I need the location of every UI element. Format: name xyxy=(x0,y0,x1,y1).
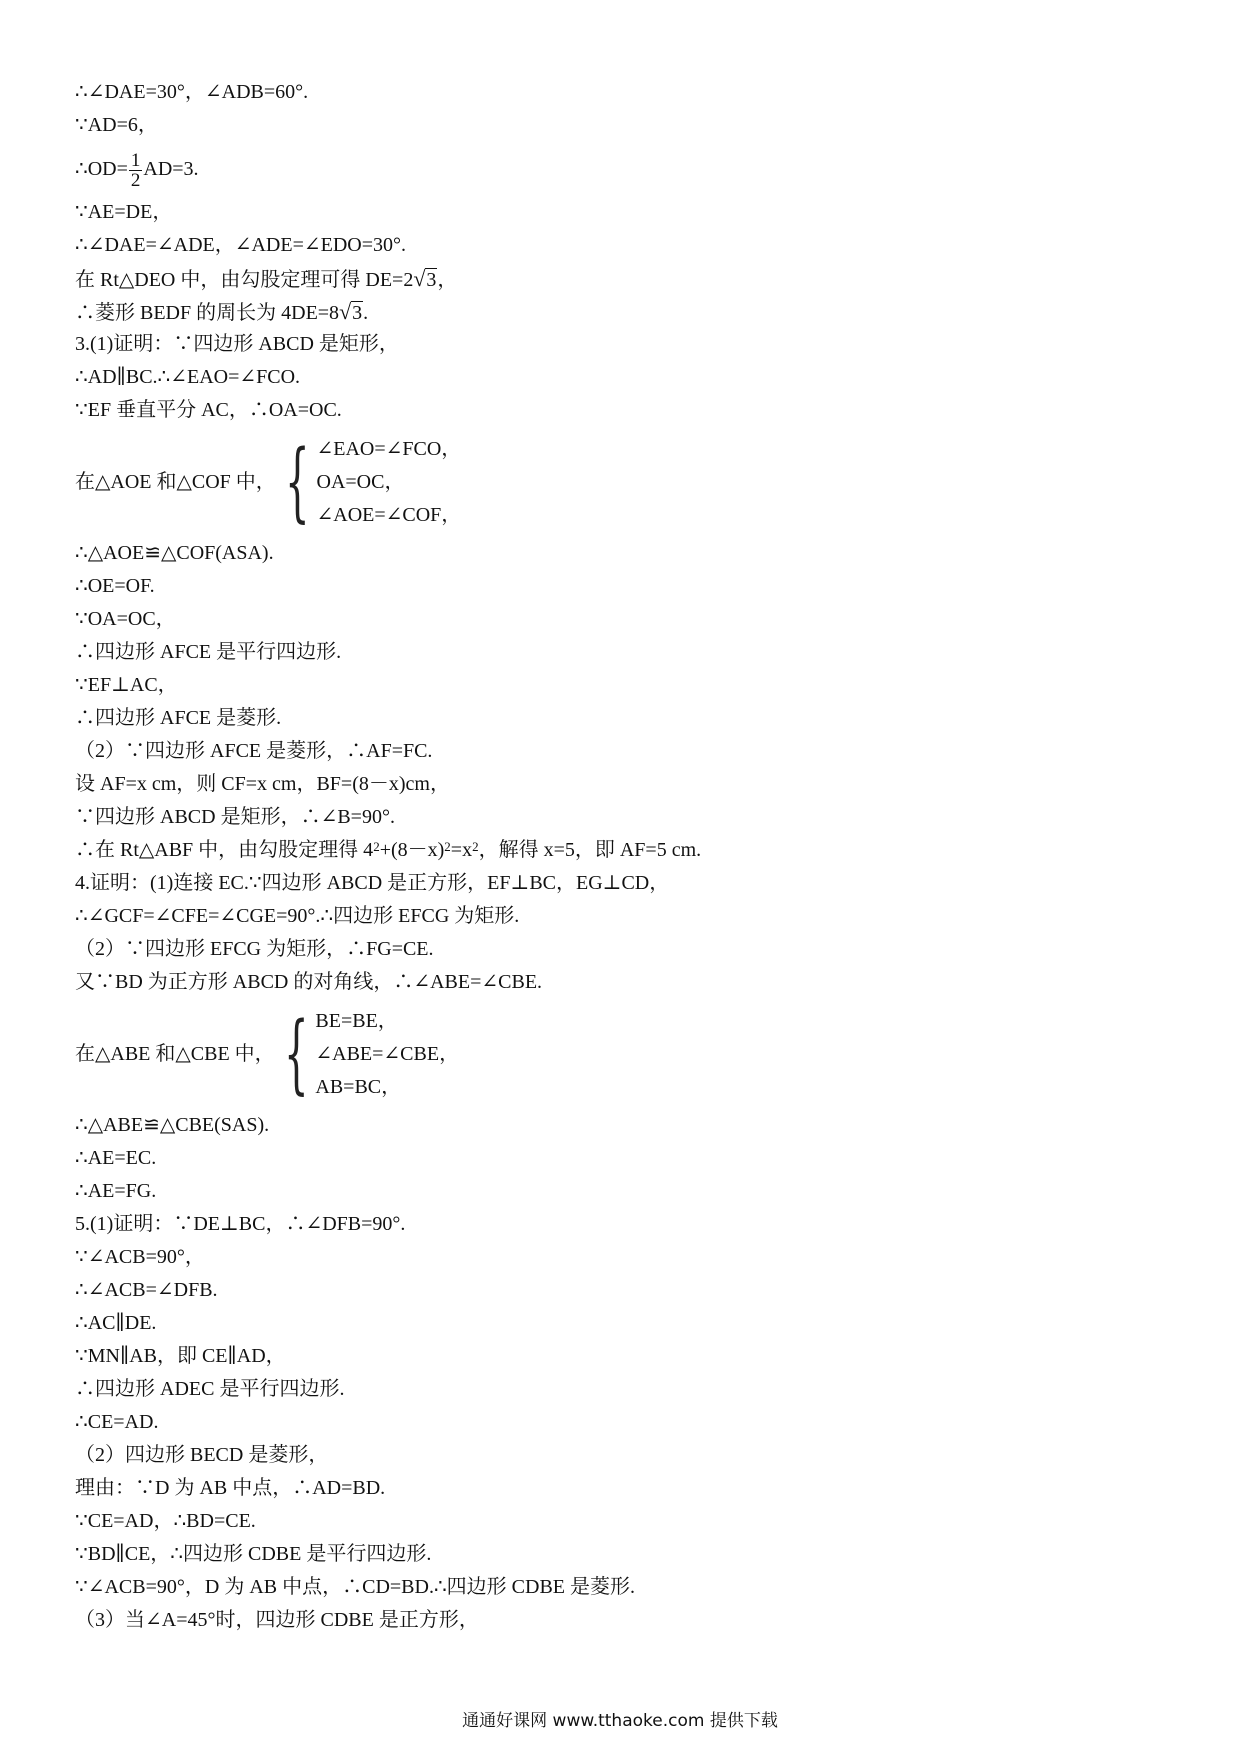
text-line: 4.证明：(1)连接 EC.∵四边形 ABCD 是正方形，EF⊥BC，EG⊥CD， xyxy=(75,872,670,894)
exponent: 2 xyxy=(472,839,479,854)
od-prefix: ∴OD= xyxy=(75,158,128,180)
text-line: ∵MN∥AB，即 CE∥AD， xyxy=(75,1345,286,1367)
text-line: ∵CE=AD，∴BD=CE. xyxy=(75,1510,256,1532)
text-line: 又∵BD 为正方形 ABCD 的对角线，∴∠ABE=∠CBE. xyxy=(75,971,543,993)
perimeter-prefix: ∴菱形 BEDF 的周长为 4DE=8 xyxy=(75,302,340,324)
system-row: OA=OC， xyxy=(316,470,405,493)
text-line: ∴∠DAE=∠ADE，∠ADE=∠EDO=30°. xyxy=(75,234,407,256)
sqrt-icon: √3 xyxy=(413,266,437,291)
system-row: BE=BE， xyxy=(315,1009,398,1032)
congruence-system-1 xyxy=(75,427,1165,537)
text-line: ∵四边形 ABCD 是矩形，∴∠B=90°. xyxy=(75,806,395,828)
text-line: ∵∠ACB=90°，D 为 AB 中点，∴CD=BD.∴四边形 CDBE 是菱形. xyxy=(75,1576,636,1598)
text-line: ∵EF 垂直平分 AC，∴OA=OC. xyxy=(75,399,342,421)
text-line: ∵∠ACB=90°， xyxy=(75,1246,205,1268)
text-line: ∵EF⊥AC， xyxy=(75,674,178,696)
perimeter-equation xyxy=(75,295,1165,328)
text-line: ∴AD∥BC.∴∠EAO=∠FCO. xyxy=(75,366,301,388)
congruence-system-2 xyxy=(75,999,1165,1109)
system-prefix: 在△ABE 和△CBE 中， xyxy=(75,1042,275,1065)
radicand: 3 xyxy=(352,302,363,324)
text-line: ∴AC∥DE. xyxy=(75,1312,157,1334)
equation-part: +(8－x) xyxy=(379,839,445,861)
text-line: （2）∵四边形 AFCE 是菱形，∴AF=FC. xyxy=(75,740,433,762)
od-suffix: AD=3. xyxy=(143,158,199,180)
de-suffix: ， xyxy=(437,269,458,291)
text-line: 设 AF=x cm，则 CF=x cm，BF=(8－x)cm， xyxy=(75,773,450,795)
system-row: ∠EAO=∠FCO， xyxy=(316,437,462,460)
exponent: 2 xyxy=(373,839,380,854)
fraction-numerator: 1 xyxy=(130,149,141,171)
system-rows xyxy=(315,1005,459,1104)
left-brace-icon: { xyxy=(283,1004,309,1104)
solution-text xyxy=(75,76,1165,1637)
exponent: 2 xyxy=(444,839,451,854)
text-line: 3.(1)证明：∵四边形 ABCD 是矩形， xyxy=(75,333,399,355)
text-line: （2）∵四边形 EFCG 为矩形，∴FG=CE. xyxy=(75,938,434,960)
text-line: ∴AE=FG. xyxy=(75,1180,157,1202)
equation-part: =x xyxy=(450,839,473,861)
text-line: ∴∠ACB=∠DFB. xyxy=(75,1279,218,1301)
fraction xyxy=(129,151,143,190)
system-row: ∠AOE=∠COF， xyxy=(316,503,462,526)
text-line: （3）当∠A=45°时，四边形 CDBE 是正方形， xyxy=(75,1609,479,1631)
text-line: ∵BD∥CE，∴四边形 CDBE 是平行四边形. xyxy=(75,1543,432,1565)
fraction-denominator: 2 xyxy=(130,169,141,191)
radicand: 3 xyxy=(426,269,437,291)
equation-part: ∴在 Rt△ABF 中，由勾股定理得 4 xyxy=(75,839,374,861)
sqrt-icon: √3 xyxy=(339,299,363,324)
text-line: ∴△AOE≌△COF(ASA). xyxy=(75,542,274,564)
text-line: ∴四边形 AFCE 是平行四边形. xyxy=(75,641,342,663)
text-line: ∴四边形 AFCE 是菱形. xyxy=(75,707,282,729)
text-line: ∴OE=OF. xyxy=(75,575,155,597)
de-prefix: 在 Rt△DEO 中，由勾股定理可得 DE=2 xyxy=(75,269,414,291)
od-equation xyxy=(75,142,1165,196)
text-line: ∴CE=AD. xyxy=(75,1411,159,1433)
equation-part: ，解得 x=5，即 AF=5 cm. xyxy=(478,839,702,861)
system-row: AB=BC， xyxy=(315,1075,402,1098)
text-line: ∴四边形 ADEC 是平行四边形. xyxy=(75,1378,345,1400)
text-line: ∵AD=6， xyxy=(75,114,158,136)
text-line: ∴AE=EC. xyxy=(75,1147,157,1169)
text-line: ∴△ABE≌△CBE(SAS). xyxy=(75,1114,270,1136)
text-line: ∵OA=OC， xyxy=(75,608,176,630)
system-row: ∠ABE=∠CBE， xyxy=(315,1042,460,1065)
perimeter-suffix: . xyxy=(363,302,369,324)
text-line: 5.(1)证明：∵DE⊥BC，∴∠DFB=90°. xyxy=(75,1213,406,1235)
text-line: 理由：∵D 为 AB 中点，∴AD=BD. xyxy=(75,1477,386,1499)
text-line: ∴∠GCF=∠CFE=∠CGE=90°.∴四边形 EFCG 为矩形. xyxy=(75,905,520,927)
pythagoras-equation xyxy=(75,834,1165,867)
left-brace-icon: { xyxy=(284,432,310,532)
text-line: ∴∠DAE=30°，∠ADB=60°. xyxy=(75,81,309,103)
page-footer: 通通好课网 www.tthaoke.com 提供下载 xyxy=(462,1711,778,1731)
system-rows xyxy=(317,433,462,532)
system-prefix: 在△AOE 和△COF 中， xyxy=(75,470,276,493)
text-line: ∵AE=DE， xyxy=(75,201,173,223)
de-equation xyxy=(75,262,1165,295)
text-line: （2）四边形 BECD 是菱形， xyxy=(75,1444,329,1466)
